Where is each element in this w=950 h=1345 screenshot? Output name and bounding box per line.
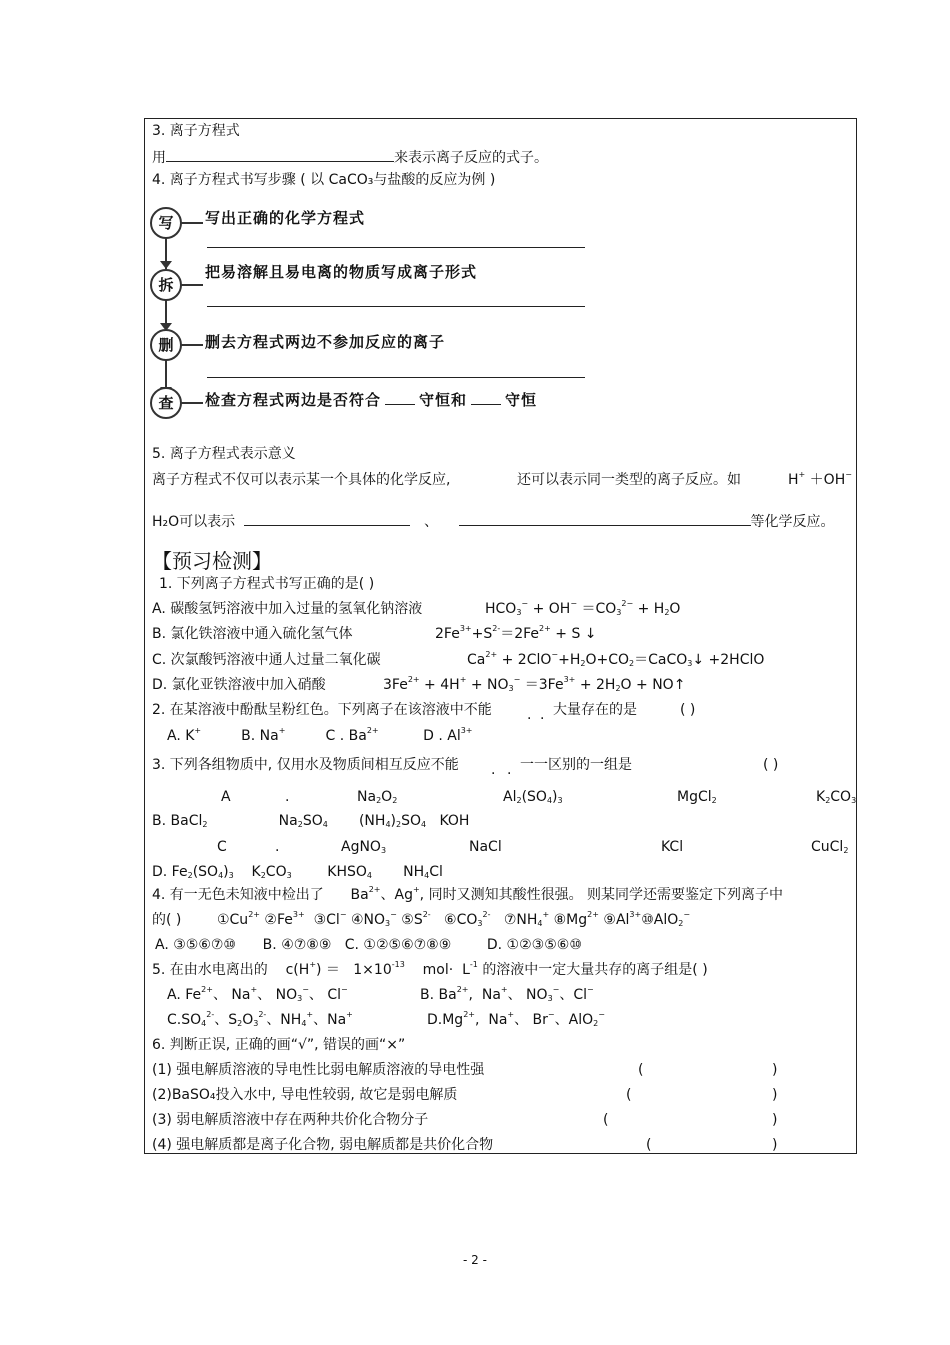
step-write xyxy=(145,205,858,245)
q2-stem: 2. 在某溶液中酚酞呈粉红色。下列离子在该溶液中不能 xyxy=(152,702,492,718)
emphasis-dot: · xyxy=(507,766,512,782)
q6-paren-close: ) xyxy=(772,1062,778,1078)
q3-option-c-label: C xyxy=(217,839,227,855)
section-4-title: 4. 离子方程式书写步骤 ( 以 CaCO₃与盐酸的反应为例 ) xyxy=(152,172,496,188)
step-text: 把易溶解且易电离的物质写成离子形式 xyxy=(205,263,478,281)
page-number: - 2 - xyxy=(463,1253,487,1267)
q6-paren-open[interactable]: ( xyxy=(626,1087,632,1103)
q3-stem: 3. 下列各组物质中, 仅用水及物质间相互反应不能 xyxy=(152,757,459,773)
q1-eq-d: $3Fe^{2+} + 4H^+ + NO_3^- =3Fe^{3+} + 2H_2O$ + NO↑ xyxy=(383,675,686,693)
equation-fragment: H+ ＋OH− xyxy=(788,470,852,488)
q5-stem: 5. 在由水电离出的 $c(H^+) = 1\times 10^{-13}$ $mol\cdot L^{-1}$ 的溶液中一定大量共存的离子组是( ) xyxy=(152,960,708,978)
q2-paren: ( ) xyxy=(680,702,696,718)
q6-item-1: (1) 强电解质溶液的导电性比弱电解质溶液的导电性强 xyxy=(152,1062,485,1078)
step-check xyxy=(145,385,858,425)
q1-eq-b: $2Fe^{3+}+S^{2-}=2Fe^{2+} + S$ ↓ xyxy=(435,624,597,642)
answer-line xyxy=(207,377,585,378)
q1-stem: 1. 下列离子方程式书写正确的是( ) xyxy=(159,576,375,592)
q1-option-a: A. 碳酸氢钙溶液中加入过量的氢氧化钠溶液 xyxy=(152,601,423,617)
q5-option-a: A. $Fe^{2+}$、 Na+、 $NO_3^-$、 Cl− xyxy=(167,985,348,1003)
section-5-title: 5. 离子方程式表示意义 xyxy=(152,446,296,462)
q4-line1: 4. 有一无色未知液中检出了 $Ba^{2+}$、Ag+, 同时又测知其酸性很强。 则某同学还需要鉴定下列离子中 xyxy=(152,885,784,903)
step-text: 检查方程式两边是否符合 守恒和 守恒 xyxy=(205,391,538,409)
q3-option-a-label: A xyxy=(221,789,231,805)
q6-paren-close: ) xyxy=(772,1087,778,1103)
answer-line xyxy=(207,306,585,307)
step-text: 删去方程式两边不参加反应的离子 xyxy=(205,333,446,351)
q3-option-b: B. BaCl$_2$ $Na_2SO_4$ $(NH_4)_2SO_4$ KOH xyxy=(152,813,470,829)
answer-line xyxy=(207,247,585,248)
q5-option-b: B. $Ba^{2+}$, Na+、 $NO_3^-$、Cl− xyxy=(420,985,594,1003)
step-text: 写出正确的化学方程式 xyxy=(205,209,366,227)
q1-eq-c: $Ca^{2+}$ + $2ClO^-+H_2O+CO_2=CaCO_3↓$ +2HClO xyxy=(467,650,765,668)
content-frame: 3. 离子方程式 用 来表示离子反应的式子。 4. 离子方程式书写步骤 ( 以 CaCO₃与盐酸的反应为例 ) 写 写出正确的化学方程式 拆 把易溶解且易电离的物质写成离子形式 删 删去方程式两边不参加反应的离子 查 检查方程式两边是否符合 守恒和 守恒 5. 离子方程式表示意义 离子方程式不仅可以表示某一个具体的化学反应, 还可以表示同一类型的离子反应。如 H+ ＋OH− H₂O可以表示 、 等化学反应。 【预习检测】 1. 下列离子方程式书写正确的是( ) A. 碳酸氢钙溶液中加入过量的氢氧化钠溶液 $HCO_3^- + OH^- =CO_3^{2-} + H_2O$ B. 氯化铁溶液中通入硫化氢气体 $2Fe^{3+}+S^{2-}=2Fe^{2+} + S$ ↓ C. 次氯酸钙溶液中通人过量二氧化碳 $Ca^{2+}$ + $2ClO^-+H_2O+CO_2=CaCO_3↓$ +2HClO D. 氯化亚铁溶液中加入硝酸 $3Fe^{2+} + 4H^+ + NO_3^- =3Fe^{3+} + 2H_2O$ + NO↑ 2. 在某溶液中酚酞呈粉红色。下列离子在该溶液中不能 · · 大量存在的是 ( ) A. K+ B. Na+ C . $Ba^{2+}$ D . $Al^{3+}$ 3. 下列各组物质中, 仅用水及物质间相互反应不能 · · 一一区别的一组是 ( ) A . $Na_2O_2$ $Al_2(SO_4)_3$ MgCl$_2$ $K_2CO_3$ B. BaCl$_2$ $Na_2SO_4$ $(NH_4)_2SO_4$ KOH C . AgNO$_3$ NaCl KCl CuCl$_2$ D. $Fe_2(SO_4)_3$ $K_2CO_3$ $KHSO_4$ $NH_4Cl$ 4. 有一无色未知液中检出了 $Ba^{2+}$、Ag+, 同时又测知其酸性很强。 则某同学还需要鉴定下列离子中 的( ) $①Cu^{2+}$ $②Fe^{3+}$ ③Cl− $④NO_3^-$ $⑤S^{2-}$ $⑥CO_3^{2-}$ $⑦NH_4^+$ $⑧Mg^{2+}$ $⑨Al^{3+}⑩AlO_2^-$ A. ③⑤⑥⑦⑩ B. ④⑦⑧⑨ C. ①②⑤⑥⑦⑧⑨ D. ①②③⑤⑥⑩ 5. 在由水电离出的 $c(H^+) = 1\times 10^{-13}$ $mol\cdot L^{-1}$ 的溶液中一定大量共存的离子组是( ) A. $Fe^{2+}$、 Na+、 $NO_3^-$、 Cl− B. $Ba^{2+}$, Na+、 $NO_3^-$、Cl− $C.SO_4^{2-}$、$S_2O_3^{2-}$、$NH_4^+$、Na+ $D.Mg^{2+}$, Na+、 Br−、AlO$_2$− 6. 判断正误, 正确的画“√”, 错误的画“×” (1) 强电解质溶液的导电性比弱电解质溶液的导电性强 ( ) (2)BaSO₄投入水中, 导电性较弱, 故它是弱电解质 ( ) (3) 弱电解质溶液中存在两种共价化合物分子 ( ) (4) 强电解质都是离子化合物, 弱电解质都是共价化合物 ( ) xyxy=(144,118,857,1154)
q6-paren-open[interactable]: ( xyxy=(603,1112,609,1128)
emphasis-dot: · xyxy=(527,711,532,727)
step-circle: 删 xyxy=(150,329,182,361)
q1-option-c: C. 次氯酸钙溶液中通人过量二氧化碳 xyxy=(152,652,381,668)
section-3-title: 3. 离子方程式 xyxy=(152,123,240,139)
section-3-line: 用 来表示离子反应的式子。 xyxy=(152,147,548,167)
section-heading: 【预习检测】 xyxy=(152,549,272,573)
q3-tail: 一一区别的一组是 xyxy=(520,757,632,773)
section-5-line1b: 还可以表示同一类型的离子反应。如 xyxy=(517,472,741,488)
q3-paren: ( ) xyxy=(763,757,779,773)
section-5-line2: H₂O可以表示 、 等化学反应。 xyxy=(152,511,835,531)
q5-option-d: $D.Mg^{2+}$, Na+、 Br−、AlO$_2$− xyxy=(427,1010,605,1028)
step-circle: 写 xyxy=(150,207,182,239)
q6-stem: 6. 判断正误, 正确的画“√”, 错误的画“×” xyxy=(152,1037,406,1053)
q6-paren-open[interactable]: ( xyxy=(638,1062,644,1078)
q6-paren-open[interactable]: ( xyxy=(646,1137,652,1153)
q6-item-3: (3) 弱电解质溶液中存在两种共价化合物分子 xyxy=(152,1112,429,1128)
q2-options: A. K+ B. Na+ C . $Ba^{2+}$ D . $Al^{3+}$ xyxy=(167,726,473,744)
step-circle: 拆 xyxy=(150,269,182,301)
section-5-line1a: 离子方程式不仅可以表示某一个具体的化学反应, xyxy=(152,472,451,488)
emphasis-dot: · xyxy=(540,711,545,727)
q1-option-b: B. 氯化铁溶液中通入硫化氢气体 xyxy=(152,626,353,642)
q6-paren-close: ) xyxy=(772,1137,778,1153)
q1-option-d: D. 氯化亚铁溶液中加入硝酸 xyxy=(152,677,326,693)
q6-item-2: (2)BaSO₄投入水中, 导电性较弱, 故它是弱电解质 xyxy=(152,1087,458,1103)
q2-tail: 大量存在的是 xyxy=(553,702,637,718)
blank-line xyxy=(166,147,394,162)
q6-paren-close: ) xyxy=(772,1112,778,1128)
step-delete xyxy=(145,327,858,367)
q5-option-c: $C.SO_4^{2-}$、$S_2O_3^{2-}$、$NH_4^+$、Na+ xyxy=(167,1010,353,1028)
step-split xyxy=(145,263,858,307)
step-circle: 查 xyxy=(150,387,182,419)
emphasis-dot: · xyxy=(491,766,496,782)
q6-item-4: (4) 强电解质都是离子化合物, 弱电解质都是共价化合物 xyxy=(152,1137,494,1153)
q3-option-d: D. $Fe_2(SO_4)_3$ $K_2CO_3$ $KHSO_4$ $NH_4Cl$ xyxy=(152,864,443,880)
q4-options: A. ③⑤⑥⑦⑩ B. ④⑦⑧⑨ C. ①②⑤⑥⑦⑧⑨ D. ①②③⑤⑥⑩ xyxy=(155,937,582,953)
q1-eq-a: $HCO_3^- + OH^- =CO_3^{2-} + H_2O$ xyxy=(485,599,681,617)
q4-line2: 的( ) $①Cu^{2+}$ $②Fe^{3+}$ ③Cl− $④NO_3^-$ $⑤S^{2-}$ $⑥CO_3^{2-}$ $⑦NH_4^+$ $⑧Mg^{2+}$ $⑨Al^{3+}⑩AlO_2^-$ xyxy=(152,910,691,928)
